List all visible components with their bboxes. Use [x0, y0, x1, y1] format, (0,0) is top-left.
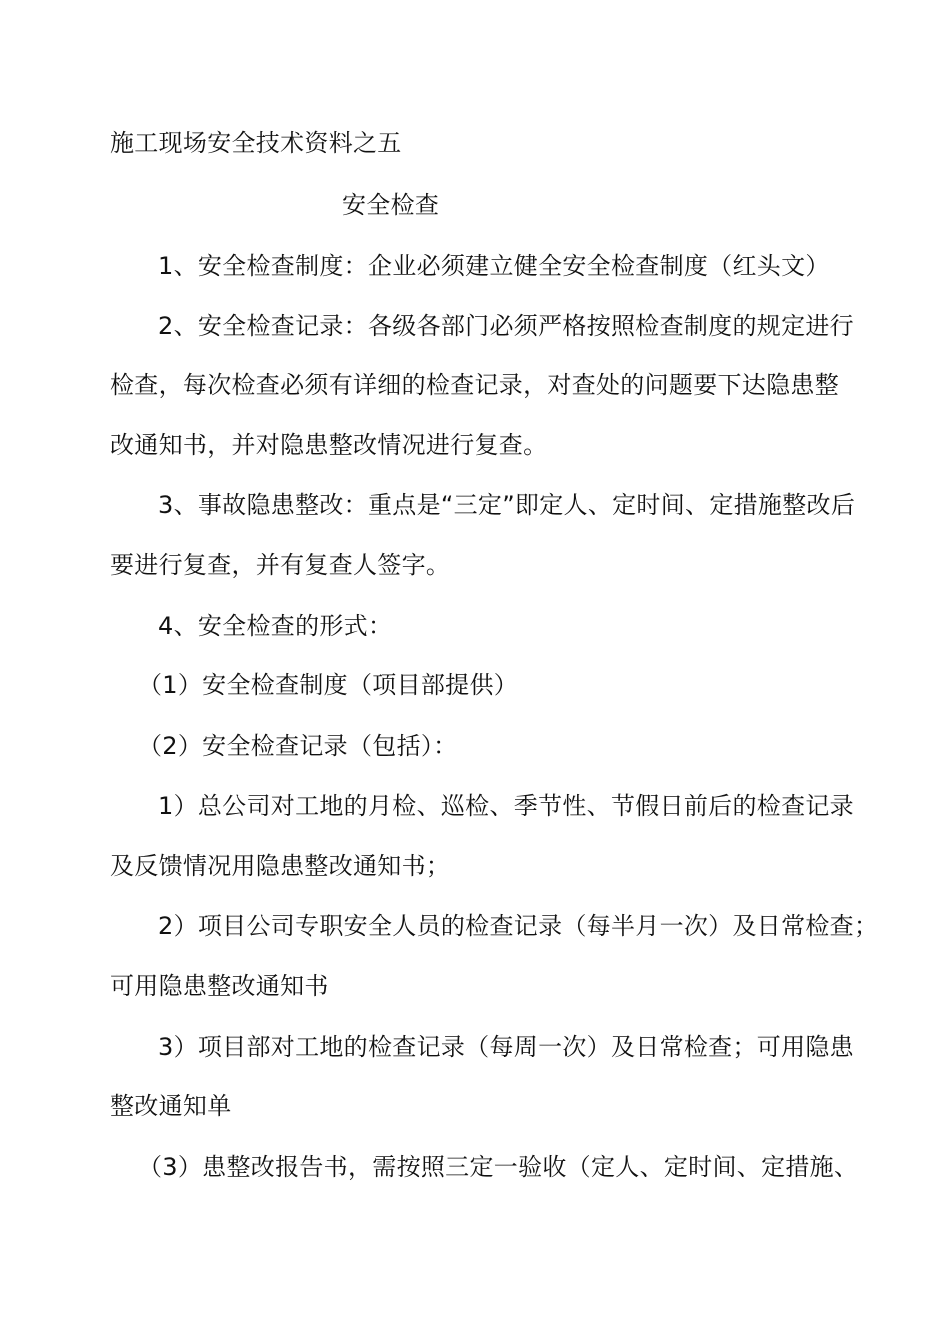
paragraph-line: 2）项目公司专职安全人员的检查记录（每半月一次）及日常检查； [158, 912, 879, 940]
paragraph-line: 整改通知单 [110, 1092, 232, 1120]
document-title: 安全检查 [342, 191, 440, 219]
paragraph-line: 及反馈情况用隐患整改通知书； [110, 852, 451, 880]
paragraph-line: 1、安全检查制度：企业必须建立健全安全检查制度（红头文） [158, 252, 830, 280]
paragraph-line: 可用隐患整改通知书 [110, 972, 329, 1000]
paragraph-line: 3、事故隐患整改：重点是“三定”即定人、定时间、定措施整改后 [158, 491, 856, 519]
paragraph-line: 1）总公司对工地的月检、巡检、季节性、节假日前后的检查记录 [158, 792, 854, 820]
paragraph-line: 4、安全检查的形式： [158, 612, 393, 640]
paragraph-line: 改通知书，并对隐患整改情况进行复查。 [110, 431, 548, 459]
document-header: 施工现场安全技术资料之五 [110, 129, 402, 157]
paragraph-line: （1）安全检查制度（项目部提供） [138, 671, 519, 699]
paragraph-line: 3）项目部对工地的检查记录（每周一次）及日常检查；可用隐患 [158, 1033, 854, 1061]
paragraph-line: 要进行复查，并有复查人签字。 [110, 551, 451, 579]
paragraph-line: （2）安全检查记录（包括）： [138, 732, 458, 760]
paragraph-line: 检查，每次检查必须有详细的检查记录，对查处的问题要下达隐患整 [110, 371, 839, 399]
paragraph-line: （3）患整改报告书，需按照三定一验收（定人、定时间、定措施、 [138, 1153, 859, 1181]
paragraph-line: 2、安全检查记录：各级各部门必须严格按照检查制度的规定进行 [158, 312, 854, 340]
